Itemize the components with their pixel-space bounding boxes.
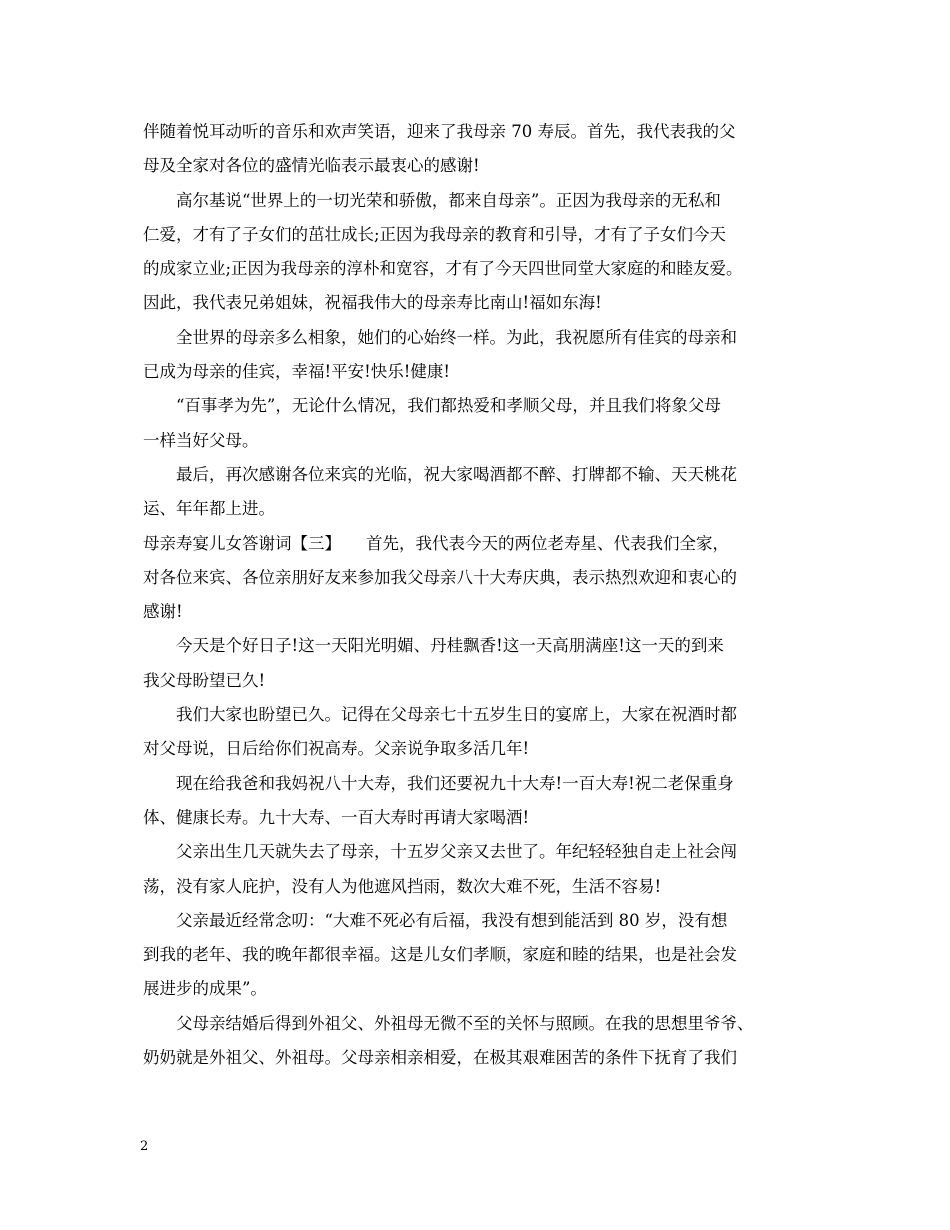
paragraph-line: 父母亲结婚后得到外祖父、外祖母无微不至的关怀与照顾。在我的思想里爷爷、 [176,1013,754,1033]
paragraph-line: 今天是个好日子!这一天阳光明媚、丹桂飘香!这一天高朋满座!这一天的到来 [176,636,724,656]
paragraph-line: 最后，再次感谢各位来宾的光临，祝大家喝酒都不醉、打牌都不输、天天桃花 [176,464,737,484]
paragraph-line: 的成家立业;正因为我母亲的淳朴和宽容，才有了今天四世同堂大家庭的和睦友爱。 [143,259,743,279]
paragraph-line: 高尔基说“世界上的一切光荣和骄傲，都来自母亲”。正因为我母亲的无私和 [176,190,721,210]
paragraph-line: 已成为母亲的佳宾，幸福!平安!快乐!健康! [143,362,451,382]
paragraph-line: 伴随着悦耳动听的音乐和欢声笑语，迎来了我母亲 70 寿辰。首先，我代表我的父 [143,122,736,141]
paragraph-line: 现在给我爸和我妈祝八十大寿，我们还要祝九十大寿!一百大寿!祝二老保重身 [176,773,734,793]
paragraph-line: 仁爱，才有了子女们的茁壮成长;正因为我母亲的教育和引导，才有了子女们今天 [143,224,727,244]
section-heading-line [143,527,813,561]
paragraph-line: 奶奶就是外祖父、外祖母。父母亲相亲相爱，在极其艰难困苦的条件下抚育了我们 [143,1048,737,1068]
paragraph-line: 对父母说，日后给你们祝高寿。父亲说争取多活几年! [143,739,530,759]
page-number: 2 [140,1139,149,1154]
paragraph-line: 父亲最近经常念叨：“大难不死必有后福，我没有想到能活到 80 岁，没有想 [176,910,728,930]
paragraph-line: 我们大家也盼望已久。记得在父母亲七十五岁生日的宴席上，大家在祝酒时都 [176,705,737,725]
paragraph-line: 体、健康长寿。九十大寿、一百大寿时再请大家喝酒! [143,807,530,827]
paragraph-line: 对各位来宾、各位亲朋好友来参加我父母亲八十大寿庆典，表示热烈欢迎和衷心的 [143,567,737,587]
document-body [143,115,813,1075]
paragraph-line: 因此，我代表兄弟姐妹，祝福我伟大的母亲寿比南山!福如东海! [143,293,602,313]
section-first-line: 首先，我代表今天的两位老寿星、代表我们全家， [366,533,729,553]
paragraph-line: 感谢! [143,602,183,622]
paragraph-line: 母及全家对各位的盛情光临表示最衷心的感谢! [143,156,480,176]
paragraph-line: 父亲出生几天就失去了母亲，十五岁父亲又去世了。年纪轻轻独自走上社会闯 [176,842,737,862]
paragraph-line: 运、年年都上进。 [143,499,275,519]
paragraph-line: 到我的老年、我的晚年都很幸福。这是儿女们孝顺，家庭和睦的结果，也是社会发 [143,945,737,965]
paragraph-line: “百事孝为先”，无论什么情况，我们都热爱和孝顺父母，并且我们将象父母 [176,396,721,416]
paragraph-line: 我父母盼望已久! [143,670,266,690]
paragraph-line: 全世界的母亲多么相象，她们的心始终一样。为此，我祝愿所有佳宾的母亲和 [176,327,737,347]
paragraph-line: 展进步的成果”。 [143,979,267,999]
paragraph-line: 荡，没有家人庇护，没有人为他遮风挡雨，数次大难不死，生活不容易! [143,876,662,896]
paragraph-line: 一样当好父母。 [143,430,259,450]
section-heading: 母亲寿宴儿女答谢词【三】 [143,533,341,553]
